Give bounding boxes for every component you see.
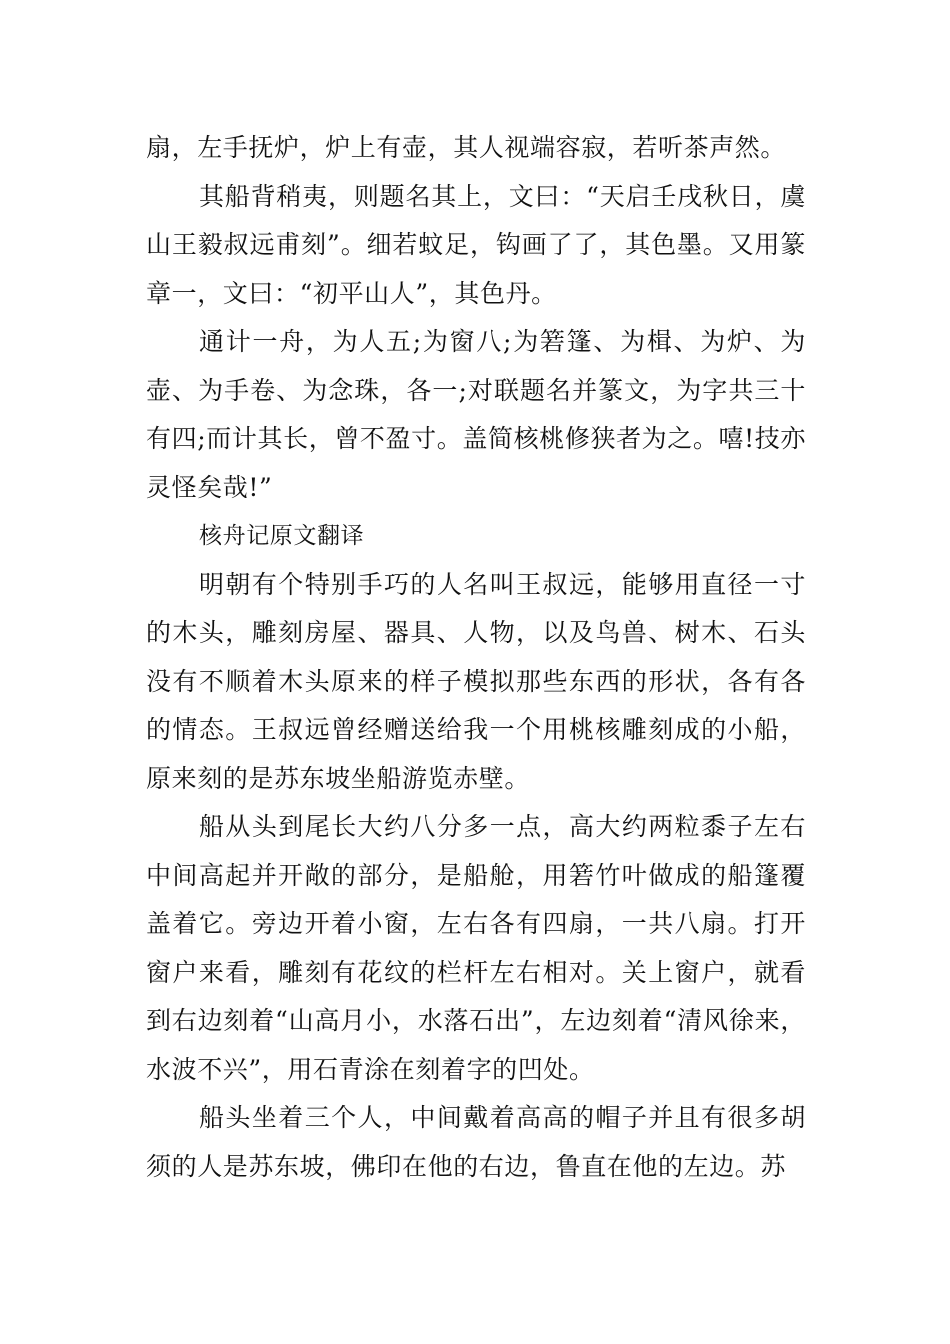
paragraph-continuation: 扇，左手抚炉，炉上有壶，其人视端容寂，若听茶声然。 bbox=[146, 133, 787, 162]
paragraph-translation-2: 船从头到尾长大约八分多一点，高大约两粒黍子左右中间高起并开敞的部分，是船舱，用箬竹叶做成的船篷覆盖着它。旁边开着小窗，左右各有四扇，一共八扇。打开窗户来看，雕刻有花纹的栏杆左右相对。关上窗户，就看到右边刻着“山高月小，水落石出”，左边刻着“清风徐来，水波不兴”，用石青涂在刻着字的凹处。 bbox=[146, 812, 806, 1084]
paragraph-inscription: 其船背稍夷，则题名其上，文曰：“天启壬戌秋日，虞山王毅叔远甫刻”。细若蚊足，钩画了了，其色墨。又用篆章一，文曰：“初平山人”，其色丹。 bbox=[146, 181, 806, 308]
section-heading-translation: 核舟记原文翻译 bbox=[199, 523, 365, 549]
document-body bbox=[146, 124, 806, 1191]
paragraph-summary: 通计一舟，为人五;为窗八;为箬篷、为楫、为炉、为壶、为手卷、为念珠，各一;对联题名并篆文，为字共三十有四;而计其长，曾不盈寸。盖简核桃修狭者为之。嘻!技亦灵怪矣哉!” bbox=[146, 327, 806, 502]
paragraph-translation-1: 明朝有个特别手巧的人名叫王叔远，能够用直径一寸的木头，雕刻房屋、器具、人物，以及鸟兽、树木、石头没有不顺着木头原来的样子模拟那些东西的形状，各有各的情态。王叔远曾经赠送给我一个用桃核雕刻成的小船，原来刻的是苏东坡坐船游览赤壁。 bbox=[146, 569, 806, 793]
paragraph-translation-3: 船头坐着三个人，中间戴着高高的帽子并且有很多胡须的人是苏东坡，佛印在他的右边，鲁直在他的左边。苏 bbox=[146, 1103, 806, 1181]
